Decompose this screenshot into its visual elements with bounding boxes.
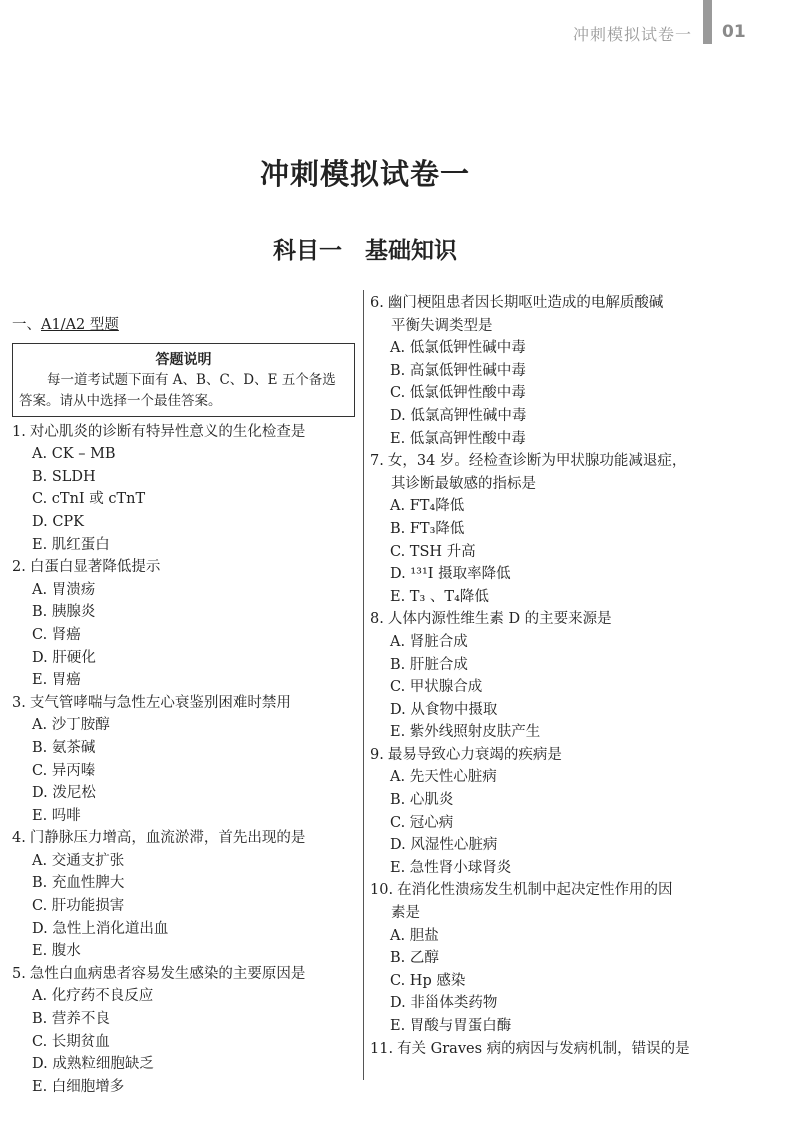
answer-option: C. 异丙嗪 xyxy=(32,762,96,779)
question-text: 在消化性溃疡发生机制中起决定性作用的因 xyxy=(397,882,673,899)
question-number: 5. xyxy=(12,965,26,982)
question-stem xyxy=(12,827,357,850)
question-text: 急性白血病患者容易发生感染的主要原因是 xyxy=(29,965,306,982)
question-stem-cont: 平衡失调类型是 xyxy=(391,317,493,334)
column-divider xyxy=(363,290,364,1080)
section-heading xyxy=(12,314,357,337)
page-number: 01 xyxy=(722,22,746,42)
question-stem xyxy=(370,879,730,902)
question-stem xyxy=(370,608,730,631)
answer-option: D. 急性上消化道出血 xyxy=(32,920,169,937)
answer-option: B. 乙醇 xyxy=(390,950,439,967)
answer-option: E. 紫外线照射皮肤产生 xyxy=(390,724,541,741)
answer-option: B. 胰腺炎 xyxy=(32,604,96,621)
question-stem-cont: 素是 xyxy=(391,905,420,922)
question-number: 7. xyxy=(370,453,384,470)
question-list-right xyxy=(370,292,730,1060)
question-text: 最易导致心力衰竭的疾病是 xyxy=(387,746,562,763)
section-prefix: 一、 xyxy=(12,317,41,333)
subject-title: 科目一 基础知识 xyxy=(273,238,457,264)
question-number: 3. xyxy=(12,694,26,711)
answer-option: B. SLDH xyxy=(32,468,96,485)
answer-option: B. 氨茶碱 xyxy=(32,739,96,756)
answer-option: D. ¹³¹I 摄取率降低 xyxy=(390,566,511,583)
answer-option: B. FT₃降低 xyxy=(390,520,465,537)
instructions-heading: 答题说明 xyxy=(155,351,212,368)
answer-option: A. 胃溃疡 xyxy=(32,581,96,598)
answer-option: B. 高氯低钾性碱中毒 xyxy=(390,362,526,379)
question-list-left xyxy=(12,421,357,1099)
answer-option: E. 急性肾小球肾炎 xyxy=(390,859,512,876)
answer-option: C. 肾癌 xyxy=(32,626,81,643)
question-number: 9. xyxy=(370,746,384,763)
question-number: 8. xyxy=(370,611,384,628)
answer-option: A. 交通支扩张 xyxy=(32,852,125,869)
answer-option: E. 胃癌 xyxy=(32,672,81,689)
answer-option: D. 成熟粒细胞缺乏 xyxy=(32,1056,154,1073)
question-text: 门静脉压力增高，血流淤滞，首先出现的是 xyxy=(29,830,306,847)
answer-option: E. 吗啡 xyxy=(32,807,81,824)
answer-option: A. 胆盐 xyxy=(390,927,439,944)
question-number: 1. xyxy=(12,423,26,440)
question-stem xyxy=(370,744,730,767)
question-text: 有关 Graves 病的病因与发病机制，错误的是 xyxy=(397,1040,690,1057)
answer-option: C. Hp 感染 xyxy=(390,972,466,989)
answer-option: C. TSH 升高 xyxy=(390,543,476,560)
answer-option: A. FT₄降低 xyxy=(390,498,465,515)
answer-option: C. 低氯低钾性酸中毒 xyxy=(390,385,526,402)
answer-option: B. 心肌炎 xyxy=(390,792,454,809)
page-title: 冲刺模拟试卷一 xyxy=(259,157,470,191)
right-column xyxy=(370,292,730,1060)
question-stem xyxy=(12,692,357,715)
question-number: 4. xyxy=(12,830,26,847)
answer-option: A. 沙丁胺醇 xyxy=(32,717,110,734)
answer-option: A. CK – MB xyxy=(32,446,116,463)
answer-option: A. 化疗药不良反应 xyxy=(32,988,154,1005)
answer-option: C. 甲状腺合成 xyxy=(390,679,483,696)
question-text: 女，34 岁。经检查诊断为甲状腺功能减退症， xyxy=(387,453,687,470)
question-number: 6. xyxy=(370,295,384,311)
answer-option: A. 先天性心脏病 xyxy=(390,769,497,786)
answer-option: A. 低氯低钾性碱中毒 xyxy=(390,340,526,357)
answer-option: D. 低氯高钾性碱中毒 xyxy=(390,407,527,424)
question-text: 支气管哮喘与急性左心衰鉴别困难时禁用 xyxy=(29,694,291,711)
question-stem xyxy=(12,556,357,579)
question-text: 对心肌炎的诊断有特异性意义的生化检查是 xyxy=(29,423,306,440)
question-stem xyxy=(12,421,357,444)
answer-option: E. 肌红蛋白 xyxy=(32,536,110,553)
header-bar xyxy=(703,0,712,44)
question-stem xyxy=(370,292,730,315)
instructions-text: 每一道考试题下面有 A、B、C、D、E 五个备选答案。请从中选择一个最佳答案。 xyxy=(19,371,336,409)
answer-option: C. 长期贫血 xyxy=(32,1033,110,1050)
answer-option: E. T₃ 、T₄降低 xyxy=(390,588,489,605)
question-number: 11. xyxy=(370,1040,394,1057)
section-type: A1/A2 型题 xyxy=(41,317,119,333)
answer-option: E. 胃酸与胃蛋白酶 xyxy=(390,1018,512,1034)
question-stem xyxy=(370,1038,730,1061)
answer-option: E. 低氯高钾性酸中毒 xyxy=(390,430,526,447)
answer-option: A. 肾脏合成 xyxy=(390,633,468,650)
question-text: 白蛋白显著降低提示 xyxy=(29,559,161,576)
answer-option: B. 营养不良 xyxy=(32,1011,110,1028)
answer-option: B. 肝脏合成 xyxy=(390,656,468,673)
question-stem-cont: 其诊断最敏感的指标是 xyxy=(391,475,536,492)
instructions-box xyxy=(12,343,355,417)
question-number: 10. xyxy=(370,882,394,899)
answer-option: D. 肝硬化 xyxy=(32,649,96,666)
question-stem xyxy=(370,450,730,473)
question-stem xyxy=(12,963,357,986)
answer-option: D. 泼尼松 xyxy=(32,785,96,802)
answer-option: D. 风湿性心脏病 xyxy=(390,837,498,854)
answer-option: E. 白细胞增多 xyxy=(32,1078,125,1095)
answer-option: E. 腹水 xyxy=(32,943,81,960)
left-column xyxy=(12,292,357,1098)
running-title: 冲刺模拟试卷一 xyxy=(572,25,692,44)
answer-option: C. 冠心病 xyxy=(390,814,454,831)
answer-option: D. CPK xyxy=(32,513,85,530)
question-number: 2. xyxy=(12,559,26,576)
answer-option: D. 从食物中摄取 xyxy=(390,701,498,718)
answer-option: B. 充血性脾大 xyxy=(32,875,125,892)
answer-option: C. 肝功能损害 xyxy=(32,898,125,915)
answer-option: D. 非甾体类药物 xyxy=(390,995,498,1012)
answer-option: C. cTnI 或 cTnT xyxy=(32,491,146,508)
question-text: 人体内源性维生素 D 的主要来源是 xyxy=(387,611,612,628)
question-text: 幽门梗阻患者因长期呕吐造成的电解质酸碱 xyxy=(387,295,664,311)
